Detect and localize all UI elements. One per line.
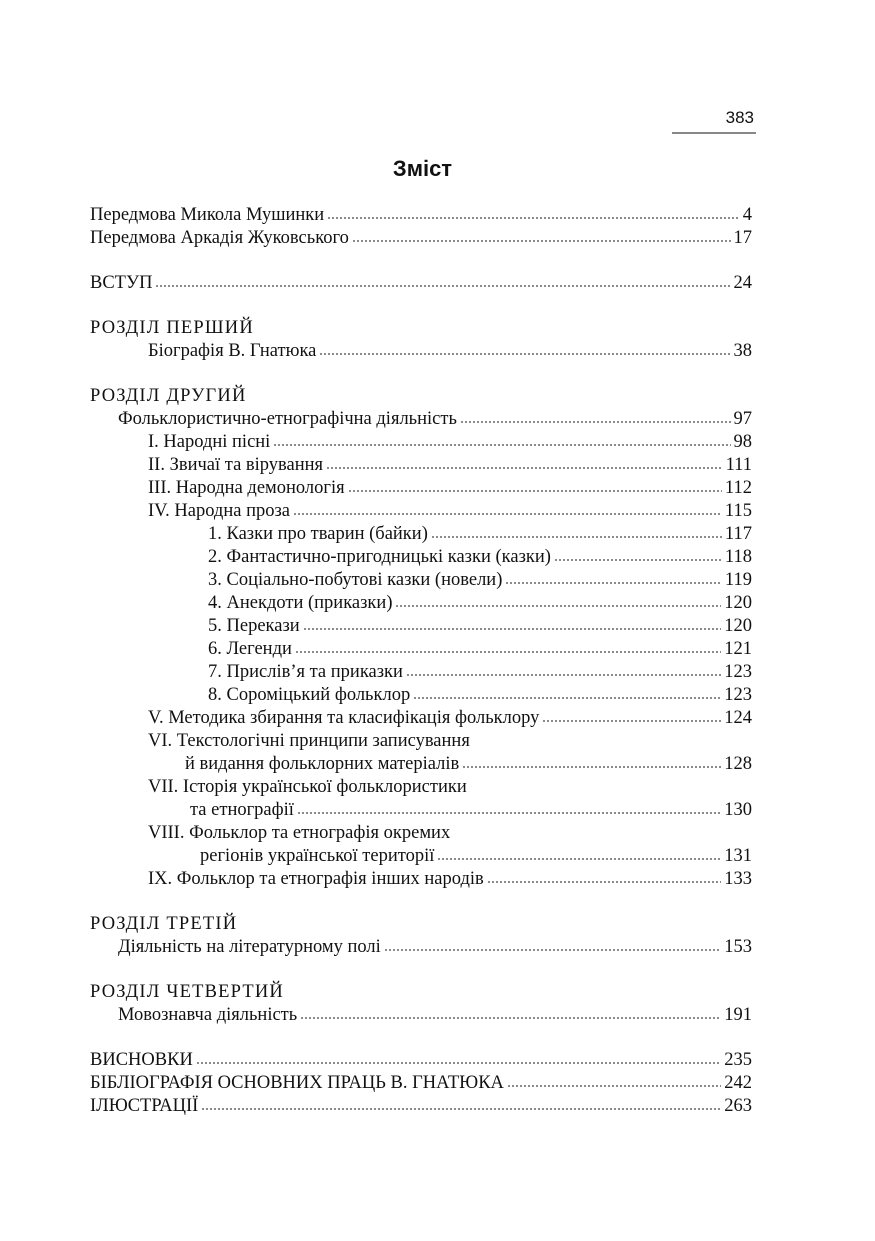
toc-page-number: 117 bbox=[724, 524, 752, 544]
toc-entry-title: 3. Соціально-побутові казки (новели) bbox=[208, 570, 503, 590]
dot-leader bbox=[273, 444, 730, 446]
toc-entry-title: 5. Перекази bbox=[208, 616, 300, 636]
toc-page-number: 97 bbox=[733, 409, 752, 429]
toc-entry-title: регіонів української території bbox=[200, 846, 435, 866]
dot-leader bbox=[505, 582, 722, 584]
toc-entry bbox=[90, 936, 752, 959]
toc-entry-title: Фольклористично-етнографічна діяльність bbox=[118, 409, 457, 429]
toc-entry-title: Біографія В. Гнатюка bbox=[148, 341, 317, 361]
toc-entry bbox=[90, 431, 752, 454]
toc-entry-title: й видання фольклорних матеріалів bbox=[185, 754, 460, 774]
toc-section bbox=[90, 913, 752, 959]
toc-entry bbox=[90, 1004, 752, 1027]
toc-entry bbox=[90, 454, 752, 477]
toc-page-number: 115 bbox=[724, 501, 752, 521]
toc-page-number: 111 bbox=[725, 455, 752, 475]
toc-entry bbox=[90, 569, 752, 592]
toc-entry bbox=[90, 408, 752, 431]
dot-leader bbox=[395, 605, 721, 607]
toc-page-number: 133 bbox=[724, 869, 752, 889]
toc-page-number: 120 bbox=[724, 616, 752, 636]
dot-leader bbox=[303, 628, 722, 630]
toc-entry bbox=[90, 776, 752, 799]
toc-page-number: 121 bbox=[724, 639, 752, 659]
toc-page-number: 153 bbox=[724, 937, 752, 957]
toc-entry-title: та етнографії bbox=[190, 800, 294, 820]
toc-section bbox=[90, 981, 752, 1027]
toc-entry bbox=[90, 272, 752, 295]
table-of-contents bbox=[90, 204, 752, 1140]
toc-entry-title: 6. Легенди bbox=[208, 639, 292, 659]
toc-section bbox=[90, 385, 752, 891]
toc-entry bbox=[90, 523, 752, 546]
dot-leader bbox=[348, 490, 722, 492]
toc-entry-title: II. Звичаї та вірування bbox=[148, 455, 324, 475]
toc-page-number: 98 bbox=[733, 432, 752, 452]
toc-entry-title: БІБЛІОГРАФІЯ ОСНОВНИХ ПРАЦЬ В. ГНАТЮКА bbox=[90, 1073, 504, 1093]
dot-leader bbox=[460, 421, 731, 423]
toc-entry bbox=[90, 592, 752, 615]
toc-page-number: 119 bbox=[724, 570, 752, 590]
toc-entry bbox=[90, 477, 752, 500]
toc-entry-title: VI. Текстологічні принципи записування bbox=[148, 731, 470, 751]
toc-section bbox=[90, 204, 752, 250]
toc-chapter-heading bbox=[90, 981, 752, 1004]
dot-leader bbox=[554, 559, 722, 561]
toc-entry bbox=[90, 707, 752, 730]
toc-entry bbox=[90, 204, 752, 227]
toc-entry bbox=[90, 730, 752, 753]
dot-leader bbox=[352, 240, 731, 242]
toc-page-number: 123 bbox=[724, 685, 752, 705]
dot-leader bbox=[295, 651, 721, 653]
toc-entry-title: РОЗДІЛ ЧЕТВЕРТИЙ bbox=[90, 982, 284, 1002]
toc-page-number: 128 bbox=[724, 754, 752, 774]
toc-entry-title: ВИСНОВКИ bbox=[90, 1050, 193, 1070]
toc-page-number: 235 bbox=[724, 1050, 752, 1070]
toc-chapter-heading bbox=[90, 913, 752, 936]
toc-entry-title: 7. Прислів’я та приказки bbox=[208, 662, 403, 682]
toc-entry-title: Діяльність на літературному полі bbox=[118, 937, 381, 957]
toc-entry bbox=[90, 638, 752, 661]
dot-leader bbox=[542, 720, 721, 722]
toc-page-number: 191 bbox=[724, 1005, 752, 1025]
toc-page-number: 120 bbox=[724, 593, 752, 613]
toc-entry bbox=[90, 753, 752, 776]
toc-entry-title: V. Методика збирання та класифікація фольклору bbox=[148, 708, 540, 728]
toc-section bbox=[90, 1049, 752, 1118]
toc-page-number: 123 bbox=[724, 662, 752, 682]
toc-page-number: 242 bbox=[724, 1073, 752, 1093]
toc-chapter-heading bbox=[90, 317, 752, 340]
dot-leader bbox=[300, 1017, 721, 1019]
toc-page-number: 263 bbox=[724, 1096, 752, 1116]
toc-entry-title: РОЗДІЛ ТРЕТІЙ bbox=[90, 914, 238, 934]
toc-entry bbox=[90, 684, 752, 707]
dot-leader bbox=[319, 353, 730, 355]
toc-entry-title: РОЗДІЛ ПЕРШИЙ bbox=[90, 318, 254, 338]
toc-entry bbox=[90, 1049, 752, 1072]
toc-entry bbox=[90, 661, 752, 684]
toc-section bbox=[90, 272, 752, 295]
toc-entry-title: IX. Фольклор та етнографія інших народів bbox=[148, 869, 484, 889]
dot-leader bbox=[384, 949, 722, 951]
toc-page-number: 24 bbox=[733, 273, 752, 293]
dot-leader bbox=[413, 697, 721, 699]
toc-page-number: 4 bbox=[742, 205, 752, 225]
toc-entry bbox=[90, 845, 752, 868]
toc-entry-title: I. Народні пісні bbox=[148, 432, 271, 452]
toc-entry bbox=[90, 500, 752, 523]
header-rule bbox=[672, 132, 756, 134]
dot-leader bbox=[196, 1062, 721, 1064]
dot-leader bbox=[431, 536, 722, 538]
toc-entry-title: IV. Народна проза bbox=[148, 501, 290, 521]
toc-entry-title: III. Народна демонологія bbox=[148, 478, 345, 498]
toc-entry-title: VIII. Фольклор та етнографія окремих bbox=[148, 823, 451, 843]
toc-entry bbox=[90, 227, 752, 250]
toc-page-number: 112 bbox=[724, 478, 752, 498]
toc-entry-title: ВСТУП bbox=[90, 273, 153, 293]
dot-leader bbox=[201, 1108, 721, 1110]
toc-entry-title: VII. Історія української фольклористики bbox=[148, 777, 467, 797]
toc-entry-title: 1. Казки про тварин (байки) bbox=[208, 524, 428, 544]
dot-leader bbox=[297, 812, 721, 814]
toc-entry bbox=[90, 615, 752, 638]
dot-leader bbox=[293, 513, 722, 515]
toc-entry-title: Передмова Микола Мушинки bbox=[90, 205, 325, 225]
toc-entry bbox=[90, 868, 752, 891]
toc-entry bbox=[90, 799, 752, 822]
dot-leader bbox=[487, 881, 722, 883]
dot-leader bbox=[155, 285, 730, 287]
dot-leader bbox=[327, 217, 740, 219]
toc-entry bbox=[90, 340, 752, 363]
dot-leader bbox=[507, 1085, 721, 1087]
toc-page-number: 38 bbox=[733, 341, 752, 361]
toc-page-number: 17 bbox=[733, 228, 752, 248]
toc-entry-title: Мовознавча діяльність bbox=[118, 1005, 298, 1025]
toc-page-number: 118 bbox=[724, 547, 752, 567]
toc-entry-title: РОЗДІЛ ДРУГИЙ bbox=[90, 386, 247, 406]
dot-leader bbox=[437, 858, 721, 860]
dot-leader bbox=[406, 674, 721, 676]
toc-page-number: 131 bbox=[724, 846, 752, 866]
dot-leader bbox=[326, 467, 723, 469]
toc-page-number: 130 bbox=[724, 800, 752, 820]
toc-section bbox=[90, 317, 752, 363]
page-number: 383 bbox=[725, 108, 754, 127]
toc-entry bbox=[90, 822, 752, 845]
toc-entry bbox=[90, 546, 752, 569]
toc-chapter-heading bbox=[90, 385, 752, 408]
toc-entry-title: Передмова Аркадія Жуковського bbox=[90, 228, 349, 248]
toc-page-number: 124 bbox=[724, 708, 752, 728]
toc-entry-title: ІЛЮСТРАЦІЇ bbox=[90, 1096, 199, 1116]
toc-entry bbox=[90, 1095, 752, 1118]
toc-entry-title: 4. Анекдоти (приказки) bbox=[208, 593, 393, 613]
toc-entry bbox=[90, 1072, 752, 1095]
toc-entry-title: 8. Сороміцький фольклор bbox=[208, 685, 411, 705]
dot-leader bbox=[462, 766, 721, 768]
toc-entry-title: 2. Фантастично-пригодницькі казки (казки) bbox=[208, 547, 551, 567]
page-title: Зміст bbox=[392, 156, 453, 181]
